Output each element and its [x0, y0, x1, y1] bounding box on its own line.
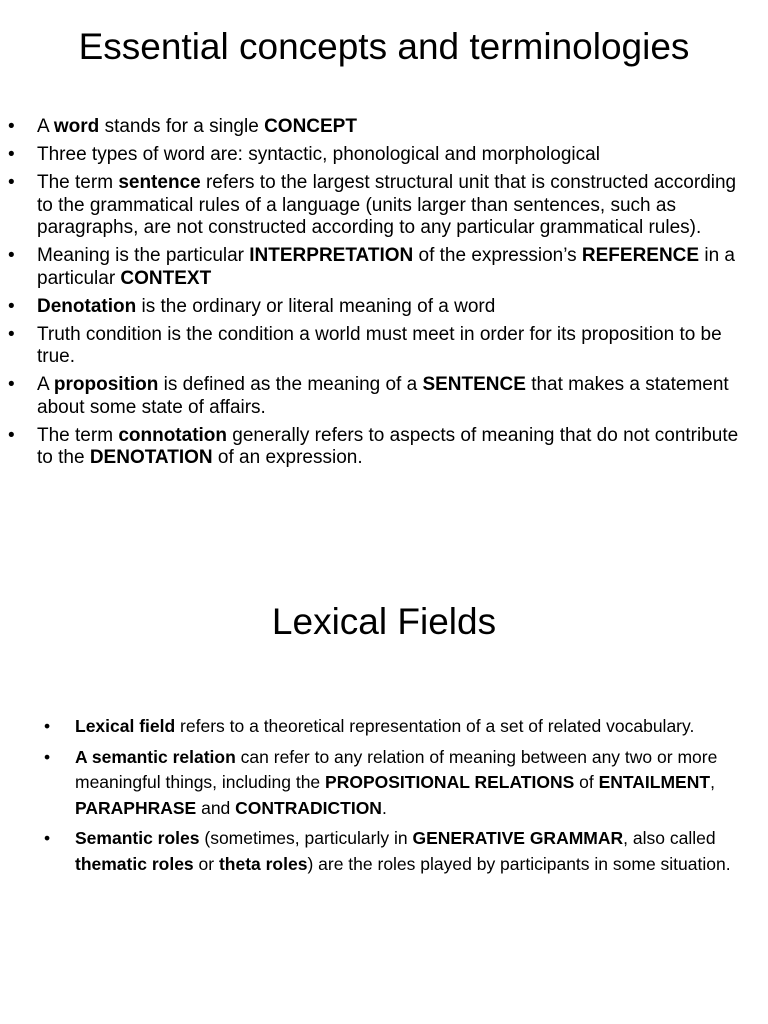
bold-term: PROPOSITIONAL RELATIONS	[325, 772, 575, 792]
text-run: that makes a statement about some state of affairs.	[37, 374, 729, 418]
bullet-item	[8, 172, 748, 240]
bold-term: CONCEPT	[264, 116, 357, 137]
bullet-item	[44, 826, 734, 877]
text-run: Three types of word are: syntactic, phonological and morphological	[37, 144, 600, 165]
bold-term: DENOTATION	[89, 447, 213, 468]
bullet-dot-icon: •	[8, 295, 15, 317]
bullet-item	[8, 324, 748, 369]
bold-term: ENTAILMENT	[598, 772, 711, 792]
bullet-dot-icon: •	[44, 746, 51, 767]
bullet-item	[8, 144, 748, 167]
bullet-item	[44, 714, 734, 740]
text-run: in a particular	[37, 245, 735, 289]
bullet-dot-icon: •	[8, 424, 15, 446]
bold-term: REFERENCE	[581, 245, 700, 266]
bold-term: A semantic relation	[75, 746, 236, 767]
bold-term: Semantic roles	[75, 828, 200, 848]
text-run: .	[381, 797, 387, 818]
text-run: and	[196, 797, 236, 818]
bold-term: proposition	[53, 374, 159, 395]
slide-title: Lexical Fields	[271, 601, 497, 642]
bullet-item	[8, 425, 748, 470]
slide-lexical-fields	[0, 560, 768, 1024]
text-run: The term	[37, 424, 119, 446]
bold-term: Lexical field	[75, 716, 176, 736]
text-run: Meaning is the particular	[37, 245, 250, 266]
bullet-item	[8, 116, 748, 139]
text-run: can refer to any relation of meaning between any two or more meaningful things, including the	[75, 746, 718, 792]
bold-term: SENTENCE	[422, 374, 526, 395]
bullet-dot-icon: •	[8, 245, 15, 266]
bullet-dot-icon: •	[44, 716, 51, 736]
bullet-dot-icon: •	[8, 374, 15, 395]
text-run: The term	[37, 172, 119, 193]
text-run: , also called	[623, 828, 716, 848]
bold-term: sentence	[118, 172, 201, 193]
text-run: Truth condition is the condition a world must meet in order for its proposition to be true.	[37, 323, 722, 367]
bullet-dot-icon: •	[8, 144, 15, 165]
text-run: A	[37, 116, 54, 137]
text-run: A	[37, 374, 54, 395]
bold-term: PARAPHRASE	[75, 797, 197, 818]
bullet-item	[8, 374, 748, 419]
bold-term: CONTEXT	[120, 267, 212, 289]
bold-term: word	[53, 116, 100, 137]
text-run: refers to the largest structural unit that is constructed according to the grammatical rules of a language (units larger than sentences, such as paragraphs, are not constructed according to any particular grammatical rules).	[37, 172, 737, 238]
bold-term: CONTRADICTION	[235, 797, 382, 818]
bullet-dot-icon: •	[8, 323, 15, 345]
text-run: generally refers to aspects of meaning that do not contribute to the	[37, 424, 739, 468]
text-run: stands for a single	[99, 116, 265, 137]
bullet-list	[44, 714, 734, 882]
bullet-dot-icon: •	[8, 116, 15, 137]
text-run: is the ordinary or literal meaning of a word	[136, 295, 496, 317]
text-run: (sometimes, particularly in	[199, 828, 413, 848]
bullet-item	[8, 245, 748, 290]
bold-term: GENERATIVE GRAMMAR	[412, 828, 624, 848]
text-run: is defined as the meaning of a	[158, 374, 423, 395]
bullet-dot-icon: •	[44, 828, 51, 848]
text-run: ,	[710, 772, 715, 792]
text-run: of an expression.	[212, 447, 363, 468]
text-run: of	[574, 772, 599, 792]
bold-term: Denotation	[37, 295, 137, 317]
text-run: or	[193, 853, 219, 874]
text-run: refers to a theoretical representation of a set of related vocabulary.	[175, 716, 695, 736]
bullet-dot-icon: •	[8, 172, 15, 193]
text-run: ) are the roles played by participants in some situation.	[307, 853, 731, 874]
bullet-list	[8, 116, 748, 475]
bold-term: thematic roles	[75, 853, 194, 874]
slide-title: Essential concepts and terminologies	[78, 26, 690, 67]
bold-term: INTERPRETATION	[249, 245, 414, 266]
bullet-item	[44, 745, 734, 822]
text-run: of the expression’s	[413, 245, 582, 266]
bullet-item	[8, 296, 748, 319]
bold-term: theta roles	[218, 853, 308, 874]
bold-term: connotation	[118, 424, 228, 446]
